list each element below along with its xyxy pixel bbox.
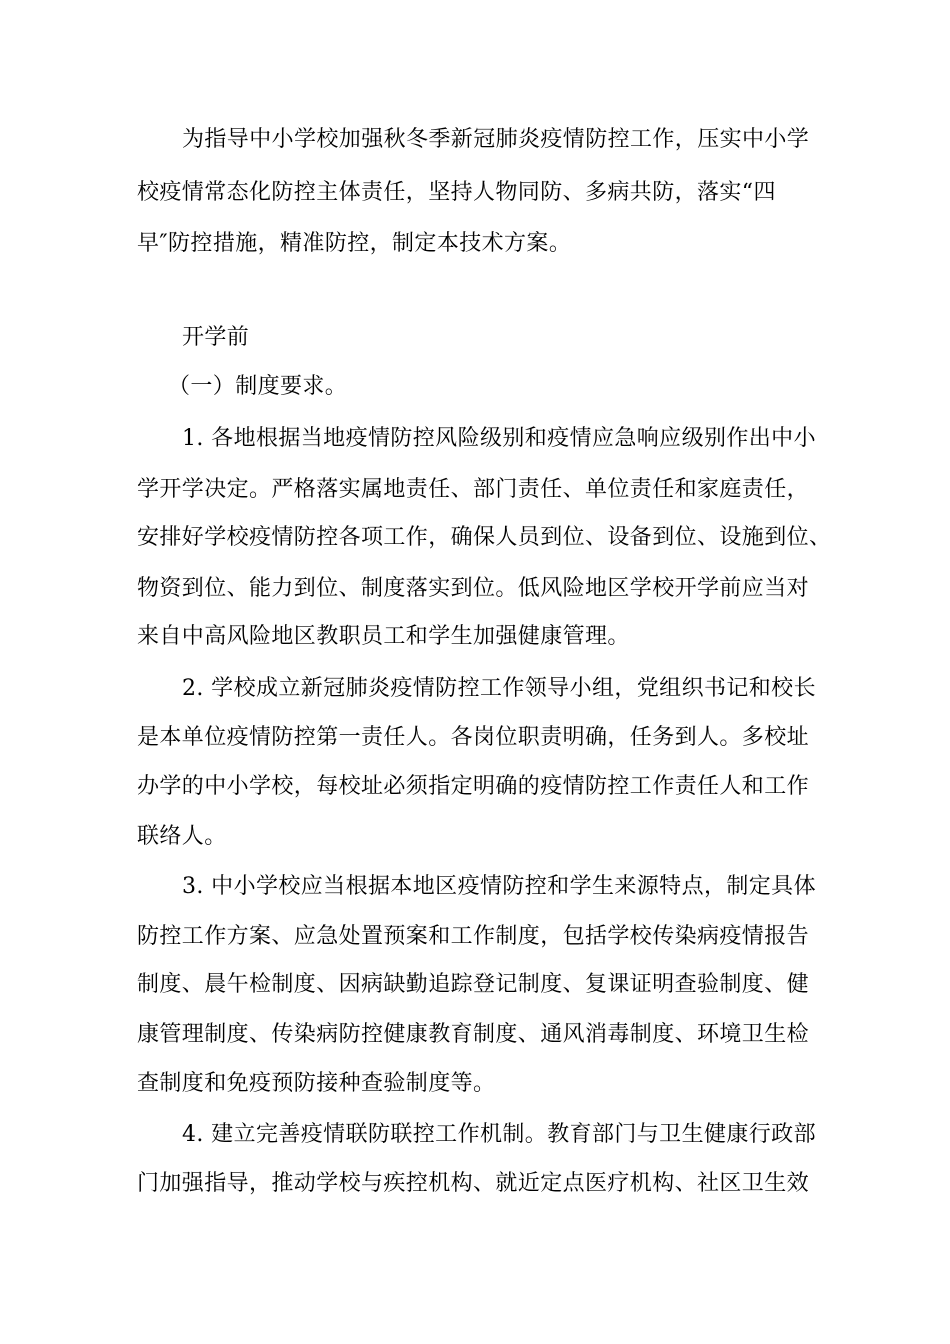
item4-line-2: 门加强指导，推动学校与疾控机构、就近定点医疗机构、社区卫生效	[137, 1171, 810, 1196]
item3-line-2: 防控工作方案、应急处置预案和工作制度，包括学校传染病疫情报告	[137, 924, 810, 949]
item1-line-5: 来自中高风险地区教职员工和学生加强健康管理。	[137, 624, 630, 649]
item1-line-1: 1. 各地根据当地疫情防控风险级别和疫情应急响应级别作出中小	[182, 426, 816, 451]
item1-line-3: 安排好学校疫情防控各项工作，确保人员到位、设备到位、设施到位、	[137, 525, 832, 550]
item3-line-4: 康管理制度、传染病防控健康教育制度、通风消毒制度、环境卫生检	[137, 1022, 810, 1047]
item2-line-2: 是本单位疫情防控第一责任人。各岗位职责明确，任务到人。多校址	[137, 725, 810, 750]
item3-line-1: 3. 中小学校应当根据本地区疫情防控和学生来源特点，制定具体	[182, 874, 816, 899]
intro-line-3: 早″防控措施，精准防控，制定本技术方案。	[137, 231, 572, 256]
item4-line-1: 4. 建立完善疫情联防联控工作机制。教育部门与卫生健康行政部	[182, 1122, 816, 1147]
item1-line-2: 学开学决定。严格落实属地责任、部门责任、单位责任和家庭责任，	[137, 477, 810, 502]
intro-line-2: 校疫情常态化防控主体责任，坚持人物同防、多病共防，落实“四	[137, 180, 776, 205]
subsection-heading: （一）制度要求。	[168, 374, 348, 399]
item2-line-4: 联络人。	[137, 824, 227, 849]
item2-line-3: 办学的中小学校，每校址必须指定明确的疫情防控工作责任人和工作	[137, 774, 810, 799]
item1-line-4: 物资到位、能力到位、制度落实到位。低风险地区学校开学前应当对	[137, 576, 810, 601]
item3-line-5: 查制度和免疫预防接种查验制度等。	[137, 1071, 496, 1096]
item3-line-3: 制度、晨午检制度、因病缺勤追踪登记制度、复课证明查验制度、健	[137, 972, 810, 997]
section-heading: 开学前	[182, 325, 250, 350]
intro-line-1: 为指导中小学校加强秋冬季新冠肺炎疫情防控工作，压实中小学	[182, 127, 810, 152]
item2-line-1: 2. 学校成立新冠肺炎疫情防控工作领导小组，党组织书记和校长	[182, 676, 816, 701]
